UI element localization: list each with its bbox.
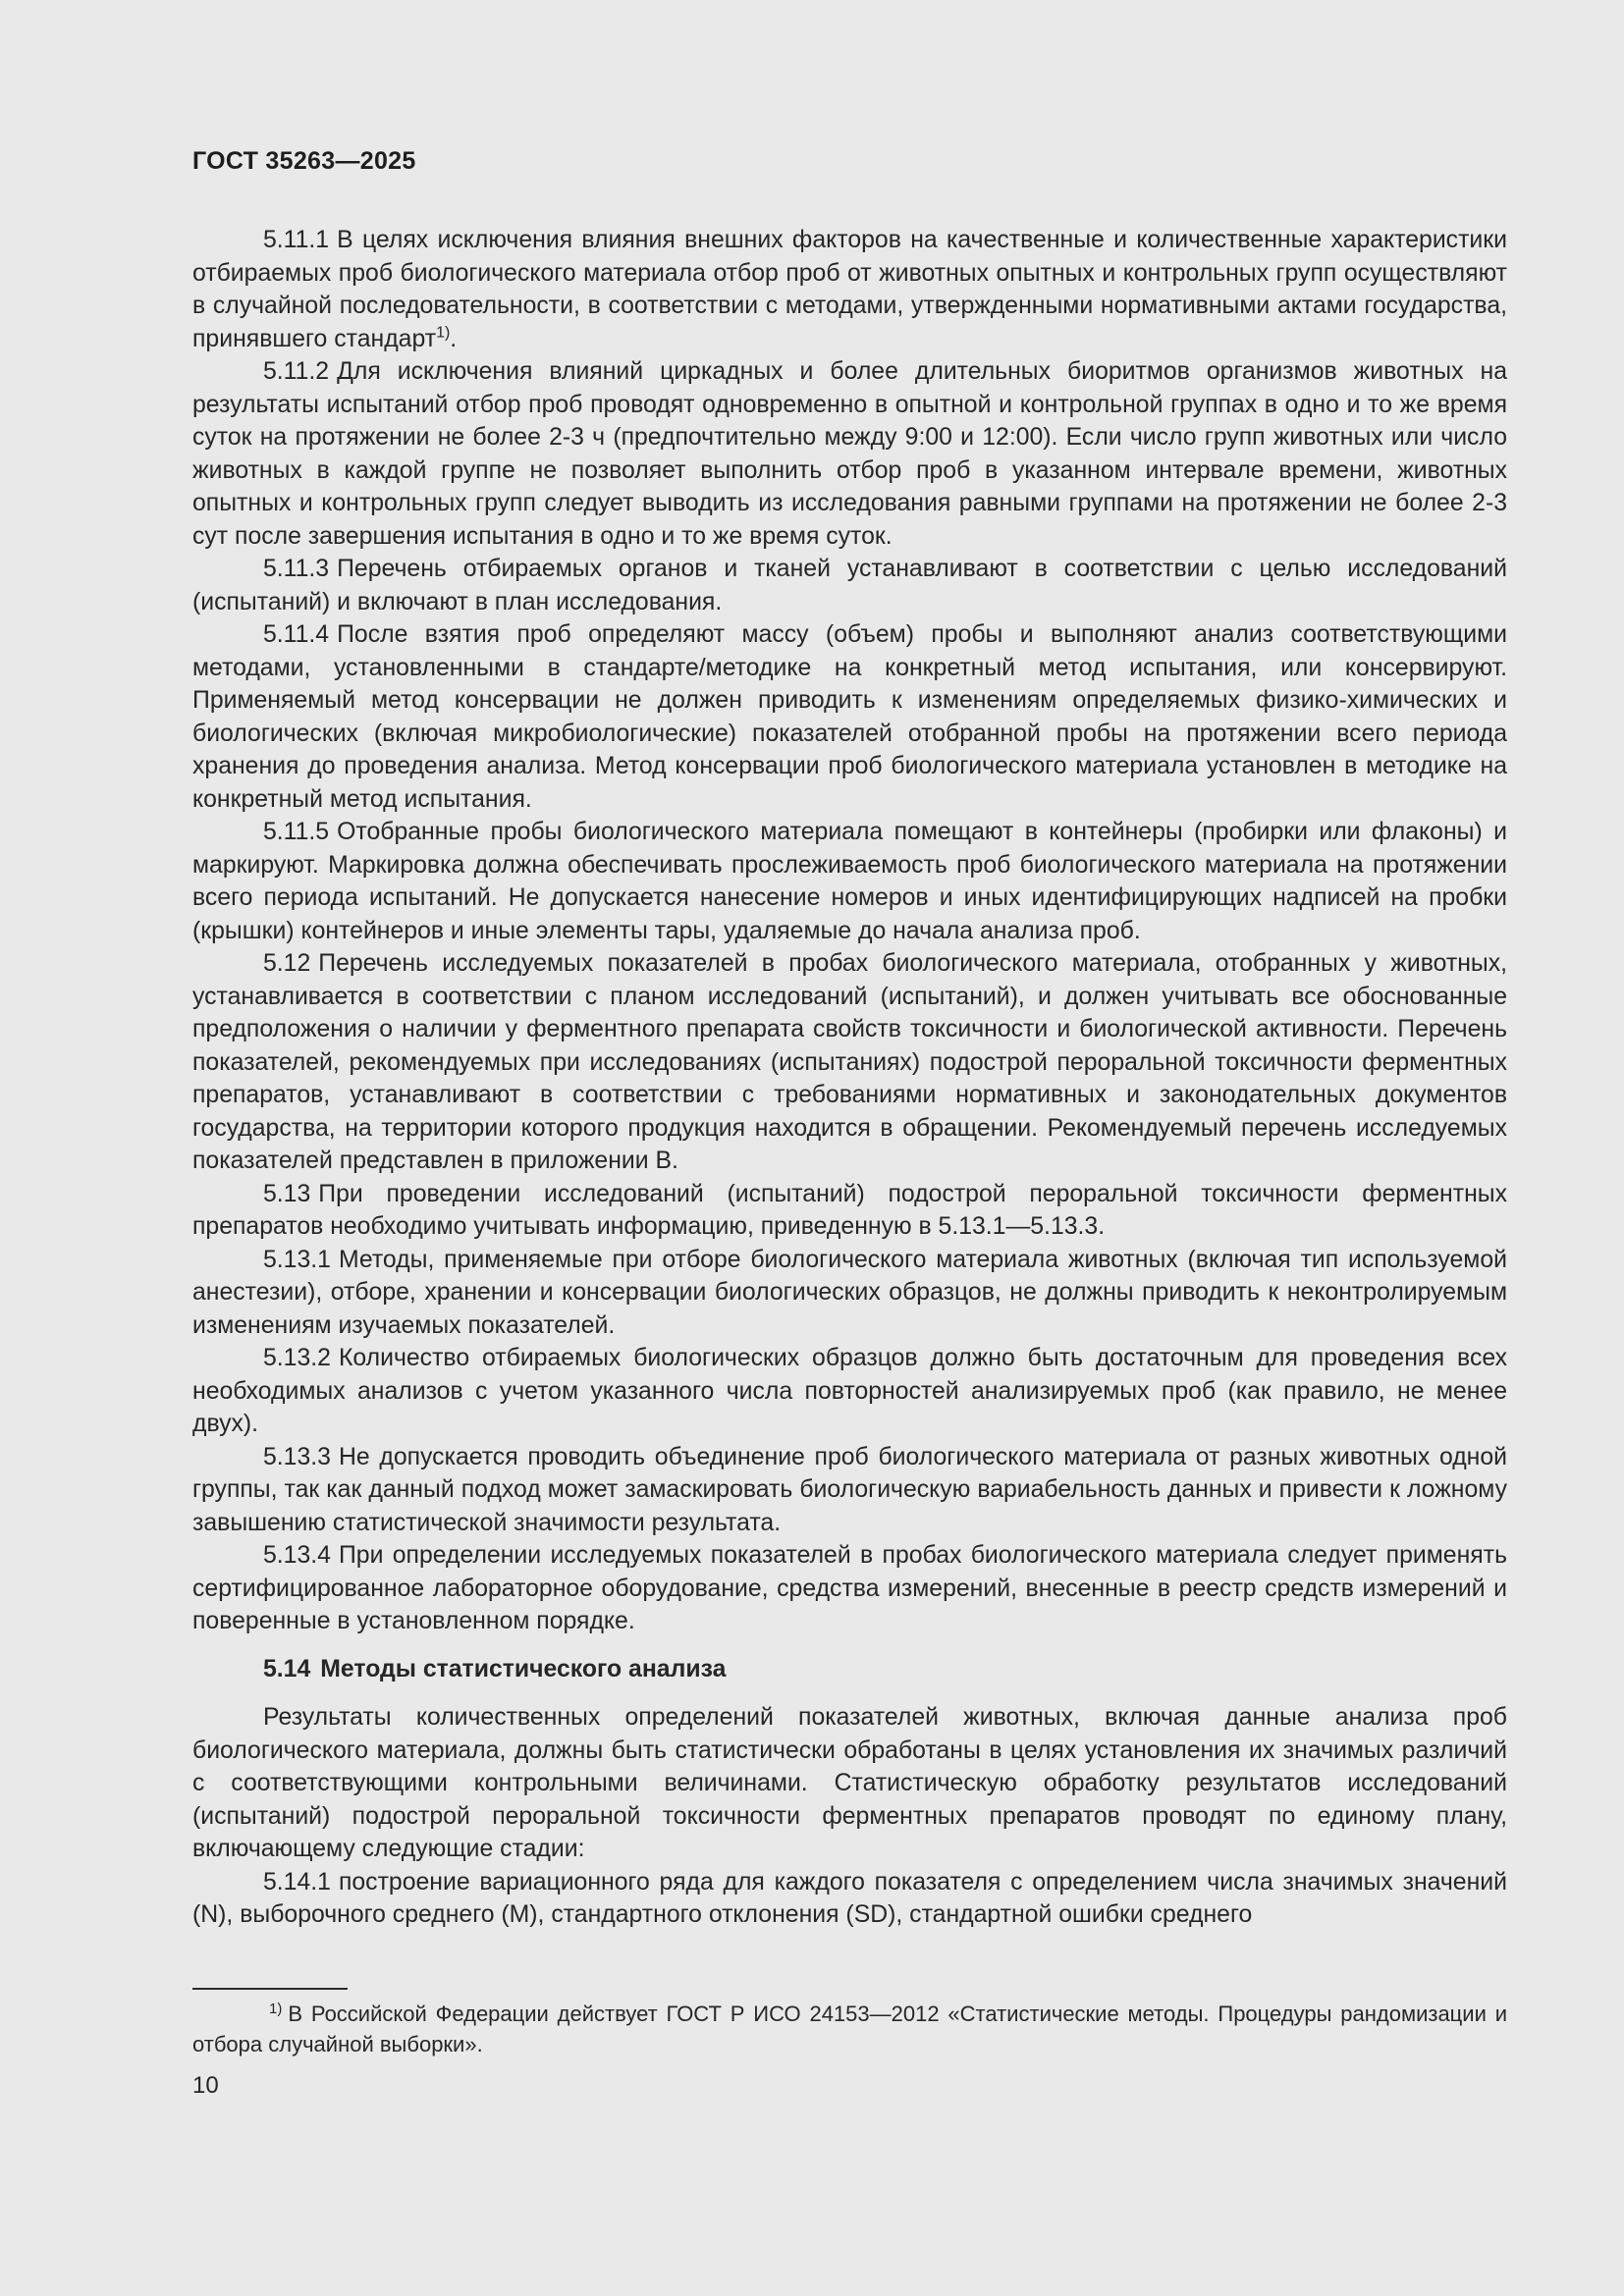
paragraph-number: 5.13.3 — [263, 1443, 331, 1470]
paragraph-number: 5.14.1 — [263, 1868, 331, 1896]
footnote-divider — [192, 1988, 348, 1990]
document-body — [192, 224, 1507, 1932]
paragraph-5-11-2 — [192, 355, 1507, 553]
paragraph-text: В целях исключения влияния внешних факторов на качественные и количественные характеристики отбираемых проб биологического материала отбор проб от животных опытных и контрольных групп осуществляют в случайной последовательности, в соответствии с методами, утвержденными нормативными актами государства, принявшего стандарт — [192, 227, 1507, 352]
paragraph-number: 5.11.2 — [263, 358, 330, 385]
paragraph-text: Методы, применяемые при отборе биологического материала животных (включая тип используемой анестезии), отборе, хранении и консервации биологических образцов, не должны приводить к неконтролируемым изменениям изучаемых показателей. — [192, 1246, 1507, 1339]
section-heading — [192, 1653, 1507, 1686]
paragraph-5-13-1 — [192, 1244, 1507, 1343]
paragraph-5-13-4 — [192, 1539, 1507, 1638]
paragraph-text: При определении исследуемых показателей в пробах биологического материала следует применять сертифицированное лабораторное оборудование, средства измерений, внесенные в реестр средств измерений и поверенные в установленном порядке. — [192, 1542, 1507, 1634]
paragraph-text: Количество отбираемых биологических образцов должно быть достаточным для проведения всех необходимых анализов с учетом указанного числа повторностей анализируемых проб (как правило, не менее двух). — [192, 1345, 1507, 1437]
paragraph-text: Перечень отбираемых органов и тканей устанавливают в соответствии с целью исследований (испытаний) и включают в план исследования. — [192, 556, 1507, 615]
document-header: ГОСТ 35263—2025 — [192, 147, 416, 175]
footnote-paragraph — [192, 1999, 1507, 2059]
paragraph-text: Отобранные пробы биологического материала помещают в контейнеры (пробирки или флаконы) и маркируют. Маркировка должна обеспечивать прослеживаемость проб биологического материала на протяжении всего периода испытаний. Не допускается нанесение номеров и иных идентифицирующих надписей на пробки (крышки) контейнеров и иные элементы тары, удаляемые до начала анализа проб. — [192, 819, 1507, 944]
section-number: 5.14 — [263, 1655, 311, 1682]
paragraph-number: 5.13.1 — [263, 1246, 331, 1273]
paragraph-number: 5.11.5 — [263, 819, 330, 845]
footnote-text: В Российской Федерации действует ГОСТ Р ИСО 24153—2012 «Статистические методы. Процедуры рандомизации и отбора случайной выборки». — [192, 2002, 1507, 2056]
paragraph-5-13-2 — [192, 1342, 1507, 1441]
paragraph-tail: . — [450, 325, 458, 352]
paragraph-5-13 — [192, 1178, 1507, 1244]
paragraph-text: Перечень исследуемых показателей в пробах биологического материала, отобранных у животных, устанавливается в соответствии с планом исследований (испытаний), и должен учитывать все обоснованные предположения о наличии у ферментного препарата свойств токсичности и биологической активности. Перечень показателей, рекомендуемых при исследованиях (испытаниях) подострой пероральной токсичности ферментных препаратов, устанавливают в соответствии с требованиями нормативных и законодательных документов государства, на территории которого продукция находится в обращении. Рекомендуемый перечень исследуемых показателей представлен в приложении В. — [192, 950, 1507, 1174]
paragraph-text: построение вариационного ряда для каждого показателя с определением числа значимых значений (N), выборочного среднего (M), стандартного отклонения (SD), стандартной ошибки среднего — [192, 1868, 1507, 1928]
paragraph-5-12 — [192, 947, 1507, 1178]
paragraph-number: 5.12 — [263, 950, 311, 977]
paragraph-number: 5.11.1 — [263, 227, 330, 253]
paragraph-number: 5.13 — [263, 1180, 311, 1207]
paragraph-5-11-4 — [192, 618, 1507, 816]
footnote — [192, 1999, 1507, 2059]
paragraph-5-14-intro — [192, 1701, 1507, 1866]
paragraph-number: 5.13.2 — [263, 1345, 331, 1371]
paragraph-number: 5.11.4 — [263, 621, 330, 648]
footnote-reference: 1) — [436, 324, 451, 342]
paragraph-5-11-5 — [192, 816, 1507, 947]
paragraph-text: Для исключения влияний циркадных и более длительных биоритмов организмов животных на результаты испытаний отбор проб проводят одновременно в опытной и контрольной группах в одно и то же время суток на протяжении не более 2-3 ч (предпочтительно между 9:00 и 12:00). Если число групп животных или число животных в каждой группе не позволяет выполнить отбор проб в указанном интервале времени, животных опытных и контрольных групп следует выводить из исследования равными группами на протяжении не более 2-3 сут после завершения испытания в одно и то же время суток. — [192, 358, 1507, 550]
paragraph-number: 5.13.4 — [263, 1542, 331, 1569]
paragraph-5-14-1 — [192, 1866, 1507, 1932]
paragraph-number: 5.11.3 — [263, 556, 330, 582]
paragraph-5-13-3 — [192, 1441, 1507, 1540]
paragraph-text: Не допускается проводить объединение проб биологического материала от разных животных одной группы, так как данный подход может замаскировать биологическую вариабельность данных и привести к ложному завышению статистической значимости результата. — [192, 1443, 1507, 1536]
paragraph-text: После взятия проб определяют массу (объем) пробы и выполняют анализ соответствующими методами, установленными в стандарте/методике на конкретный метод испытания, или консервируют. Применяемый метод консервации не должен приводить к изменениям определяемых физико-химических и биологических (включая микробиологические) показателей отобранной пробы на протяжении всего периода хранения до проведения анализа. Метод консервации проб биологического материала установлен в методике на конкретный метод испытания. — [192, 621, 1507, 813]
footnote-marker: 1) — [269, 2000, 283, 2017]
paragraph-text: При проведении исследований (испытаний) подострой пероральной токсичности ферментных препаратов необходимо учитывать информацию, приведенную в 5.13.1—5.13.3. — [192, 1180, 1507, 1240]
page-number: 10 — [192, 2072, 219, 2099]
section-title: Методы статистического анализа — [320, 1655, 727, 1682]
paragraph-5-11-3 — [192, 553, 1507, 618]
paragraph-5-11-1 — [192, 224, 1507, 355]
paragraph-text: Результаты количественных определений показателей животных, включая данные анализа проб биологического материала, должны быть статистически обработаны в целях установления их значимых различий с соответствующими контрольными величинами. Статистическую обработку результатов исследований (испытаний) подострой пероральной токсичности ферментных препаратов проводят по единому плану, включающему следующие стадии: — [192, 1704, 1507, 1862]
